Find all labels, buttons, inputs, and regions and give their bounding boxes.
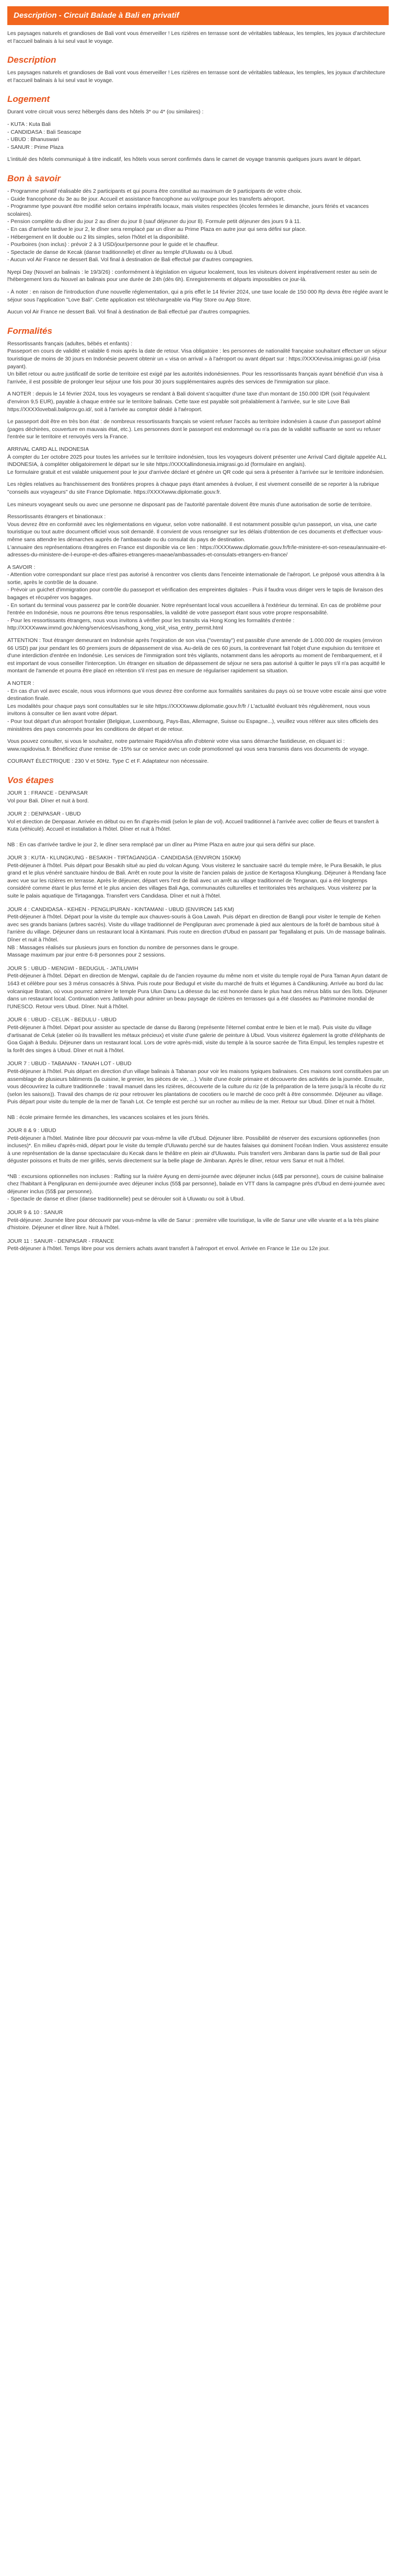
day-title: JOUR 9 & 10 : SANUR <box>7 1210 63 1216</box>
intro-text: Les paysages naturels et grandioses de Bali vont vous émerveiller ! Les rizières en terrasse sont de véritables tableaux, les temples, les joyaux d'architecture et l'accueil balinais à lui seul vaut le voyage. <box>7 31 386 44</box>
day-item <box>7 906 389 960</box>
formalites-paragraph: A NOTER : depuis le 14 février 2024, tous les voyageurs se rendant à Bali doivent s'acquitter d'une taxe d'un montant de 150.000 IDR (soit l'équivalent d'environ 9,5 EUR), payable à chaque entrée sur le territoire balinais. Cette taxe est payable soit préalablement à l'arrivée, sur le site Love Bali https://XXXXlovebali.baliprov.go.id/, soit à l'arrivée au comptoir dédié à l'aéroport. <box>7 391 370 413</box>
logement-heading: Logement <box>7 94 50 104</box>
formalites-paragraph: Les règles relatives au franchissement des frontières propres à chaque pays étant amenées à évoluer, il est vivement conseillé de se reporter à la rubrique "conseils aux voyageurs" du site France Diplomatie. https://XXXXwww.diplomatie.gouv.fr. <box>7 482 379 495</box>
bon-a-savoir-paragraph: - À noter : en raison de l'introduction d'une nouvelle réglementation, qui a pris effet le 14 février 2024, une taxe locale de 150 000 Rp devra être réglée avant le séjour sous l'application "Love Bali". Cette application est téléchargeable via Play Store ou App Store. <box>7 289 389 303</box>
day-title: JOUR 1 : FRANCE - DENPASAR <box>7 790 88 796</box>
circuit-banner: Description - Circuit Balade à Bali en privatif <box>7 6 389 25</box>
day-text: Petit-déjeuner à l'hôtel. Départ en direction de Mengwi, capitale du de l'ancien royaume du même nom et visite du temple royal de Pura Taman Ayun datant de 1643 et célèbre pour ses 3 mérus consacrés à Shiva. Puis route pour Bedugul et visite du marché de fruits et légumes à Candikuning. Arrivée au bord du lac volcanique Bratan, où vous pourrez admirer le temple Pura Ulun Danu La déesse du lac est honorée dans le plus haut des mérus bâtis sur des îlots. Déjeuner dans un restaurant local. Continuation vers Jatiluwih pour admirer un beau paysage de rizières en terrasses qui a été classées au Patrimoine mondial de l'UNESCO. Retour vers Ubud. Dîner. Nuit à l'hôtel. <box>7 973 388 1010</box>
day-title: JOUR 2 : DENPASAR - UBUD <box>7 811 81 818</box>
formalites-paragraph: ARRIVAL CARD ALL INDONESIA À compter du 1er octobre 2025 pour toutes les arrivées sur le territoire indonésien, tous les voyageurs doivent présenter une Arrival Card digitale appelée ALL INDONESIA, à compléter obligatoirement le départ sur le site https://XXXXallindonesia.imigrasi.go.id (formulaire en anglais). Le formulaire gratuit et est valable uniquement pour le jour d'arrivée déclaré et génère un QR code qui sera à présenter à l'arrivée sur le territoire indonésien. <box>7 446 387 475</box>
logement-paragraph: Durant votre circuit vous serez hébergés dans des hôtels 3* ou 4* (ou similaires) : <box>7 109 204 115</box>
description-heading: Description <box>7 55 56 65</box>
day-item <box>7 1238 389 1253</box>
logement-hotel-list: - KUTA : Kuta Bali - CANDIDASA : Bali Seascape - UBUD : Bhanuswari - SANUR : Prime Plaza <box>7 121 81 150</box>
bon-a-savoir-paragraph: Nyepi Day (Nouvel an balinais : le 19/3/26) : conformément à législation en vigueur localement, tous les visiteurs doivent impérativement rester au sein de l'hébergement lors du Nouvel an balinais pour une durée de 24h (dès 6h). Enregistrements et départs impossibles ce jour-là. <box>7 269 377 283</box>
description-text: Les paysages naturels et grandioses de Bali vont vous émerveiller ! Les rizières en terrasse sont de véritables tableaux, les temples, les joyaux d'architecture et l'accueil balinais à lui seul vaut le voyage. <box>7 70 386 84</box>
bon-a-savoir-heading: Bon à savoir <box>7 173 61 183</box>
day-title: JOUR 4 : CANDIDASA - KEHEN - PENGLIPURAN - KINTAMANI - UBUD (ENVIRON 145 KM) <box>7 906 234 913</box>
day-text: Petit-déjeuner à l'hôtel. Départ pour assister au spectacle de danse du Barong (représente l'éternel combat entre le bien et le mal). Puis visite du village d'artisanat de Celuk (atelier où ils travaillent les métaux précieux) et visite d'une galerie de peinture à Ubud. Vous visiterez également la grotte d'éléphants de Goa Gajah à Bedulu. Déjeuner dans un restaurant local. Lors de votre après-midi, visite du temple à la source sacrée de Tirta Empul, les temples rupestre et la forêt des singes à Ubud. Dîner et nuit à l'hôtel. <box>7 1024 385 1054</box>
day-text: Vol pour Bali. Dîner et nuit à bord. <box>7 798 89 804</box>
logement-paragraph: L'intitulé des hôtels communiqué à titre indicatif, les hôtels vous seront confirmés dans le carnet de voyage transmis quelques jours avant le départ. <box>7 157 362 163</box>
formalites-paragraph: Vous pouvez consulter, si vous le souhaitez, notre partenaire RapidoVisa afin d'obtenir votre visa sans démarche fastidieuse, en cliquant ici : www.rapidovisa.fr. Bénéficiez d'une remise de -15% sur ce service avec un code promotionnel qui vous sera transmis dans vos documents de voyage. <box>7 739 369 752</box>
day-text: Petit-déjeuner à l'hôtel. Puis départ pour Besakih situé au pied du volcan Agung. Vous visiterez le sanctuaire sacré du temple mère, le Pura Besakih, le plus grand et le plus vénéré sanctuaire hindou de Bali. Arrêt en route pour la visite de l'ancien palais de justice de Kertagosa Klungkung. Déjeuner à Rendang face avec vue sur les rizières en terrasse. Après le déjeuner, départ vers l'est de Bali avec un arrêt au village traditionnel de Tenganan, qui a été longtemps considéré comme étant le plus fermé et le plus ancien des villages Bali Aga, communautés culturelles et territoriales très archaïques. Vous visiterez par la suite le palais aquatique de Tirtagangga. Transfert vers Candidasa. Dîner et nuit à l'hôtel. <box>7 862 387 900</box>
formalites-paragraph: Ressortissants étrangers et binationaux : Vous devrez être en conformité avec les réglementations en vigueur, selon votre nationalité. Il est notamment possible qu'un passeport, un visa, une carte touristique ou tout autre document officiel vous soit demandé. Il convient de vous renseigner sur les délais d'obtention de ces documents et d'effectuer vous-même sans attendre les démarches auprès de l'ambassade ou du consulat du pays de destination. L'annuaire des représentations étrangères en France est disponible via ce lien : https://XXXXwww.diplomatie.gouv.fr/fr/le-ministere-et-son-reseau/annuaire-et-adresses-du-ministere-de-l-europe-et-des-affaires-etrangeres-maeae/ambassades-et-consulats-etrangers-en-france/ <box>7 514 387 558</box>
day-item <box>7 811 389 849</box>
day-text: Vol et direction de Denpasar. Arrivée en début ou en fin d'après-midi (selon le plan de vol). Accueil traditionnel à l'arrivée avec collier de fleurs et transfert à Kuta (véhiculé). Accueil et installation à l'hôtel. Dîner et nuit à l'hôtel. NB : En cas d'arrivée tardive le jour 2, le dîner sera remplacé par un dîner au Prime Plaza en autre jour qui sera défini sur place. <box>7 819 379 848</box>
day-title: JOUR 6 : UBUD - CELUK - BEDULU - UBUD <box>7 1017 117 1023</box>
day-item <box>7 1017 389 1055</box>
bon-a-savoir-paragraph: - Programme privatif réalisable dès 2 participants et qui pourra être constitué au maximum de 9 participants de votre choix. - Guide francophone du 3e au 8e jour. Accueil et assistance francophone au vol/groupe pour les transferts aéroport. - Programme type pouvant être modifié selon certains impératifs locaux, mais visites respectées (écoles fermées le dimanche, jours fériés et vacances scolaires). - Pension complète du dîner du jour 2 au dîner du jour 8 (sauf déjeuner du jour 8). Formule petit déjeuner des jours 9 à 11. - En cas d'arrivée tardive le jour 2, le dîner sera remplacé par un dîner au Prime Plaza en autre jour qui sera défini sur place. - Hébergement en lit double ou 2 lits simples, selon l'hôtel et la disponibilité. - Pourboires (non inclus) : prévoir 2 à 3 USD/jour/personne pour le guide et le chauffeur. - Spectacle de danse de Kecak (danse traditionnelle) et dîner au temple d'Uluwatu ou à Ubud. - Aucun vol Air France ne dessert Bali. Vol final à destination de Bali effectué par d'autres compagnies. <box>7 188 369 263</box>
day-title: JOUR 3 : KUTA - KLUNGKUNG - BESAKIH - TIRTAGANGGA - CANDIDASA (ENVIRON 150KM) <box>7 855 241 861</box>
formalites-paragraph: Ressortissants français (adultes, bébés et enfants) : Passeport en cours de validité et valable 6 mois après la date de retour. Visa obligatoire : les personnes de nationalité française souhaitant effectuer un séjour touristique de moins de 30 jours en Indonésie peuvent obtenir un « visa on arrival » à l'aéroport ou avant départ sur : https://XXXXevisa.imigrasi.go.id/ (visa payant). Un billet retour ou autre justificatif de sortie de territoire est exigé par les autorités indonésiennes. Pour les ressortissants français ayant bénéficié d'un visa à l'arrivée, il est possible de prolonger leur séjour une fois pour 30 jours supplémentaires auprès des services de l'immigration sur place. <box>7 341 387 385</box>
formalites-paragraph: A SAVOIR : - Attention votre correspondant sur place n'est pas autorisé à rencontrer vos clients dans l'enceinte internationale de l'aéroport. Le préposé vous attendra à la sortie, après le contrôle de la douane. - Prévoir un guichet d'immigration pour contrôle du passeport et vérification des empreintes digitales - Puis il faudra vous diriger vers le tapis de livraison des bagages et récupérer vos bagages. - En sortant du terminal vous passerez par le contrôle douanier. Notre représentant local vous accueillera à l'extérieur du terminal. En cas de problème pour l'entrée en Indonésie, nous ne pourrons être tenus responsables, la validité de votre passeport étant sous votre propre responsabilité. - Pour les ressortissants étrangers, nous vous invitons à vérifier pour les transits via Hong Kong les formalités d'entrée : http://XXXXwww.immd.gov.hk/eng/services/visas/hong_kong_visit_visa_entry_permit.html <box>7 564 385 632</box>
day-title: JOUR 5 : UBUD - MENGWI - BEDUGUL - JATILUWIH <box>7 965 138 972</box>
day-title: JOUR 7 : UBUD - TABANAN - TANAH LOT - UBUD <box>7 1061 132 1067</box>
day-text: Petit-déjeuner. Journée libre pour découvrir par vous-même la ville de Sanur : première ville touristique, la ville de Sanur une ville vivante et a la très plaine d'histoire. Déjeuner et dîner libre. Nuit à l'hôtel. <box>7 1217 379 1231</box>
bon-a-savoir-paragraph: Aucun vol Air France ne dessert Bali. Vol final à destination de Bali effectué par d'autres compagnies. <box>7 309 251 316</box>
formalites-paragraph: COURANT ÉLECTRIQUE : 230 V et 50Hz. Type C et F. Adaptateur non nécessaire. <box>7 759 209 765</box>
day-text: Petit-déjeuner à l'hôtel. Matinée libre pour découvrir par vous-même la ville d'Ubud. Déjeuner libre. Possibilité de réserver des excursions optionnelles (non incluses)*. En milieu d'après-midi, départ pour le visite du temple d'Uluwatu perché sur de hautes falaises qui dominent l'océan Indien. Vous assisterez ensuite à une représentation de la danse spectaculaire du Kecak dans le théâtre en plein air d'Uluwatu. Puis transfert vers Jimbaran dans la partie sud de Bali pour déguster poissons et fruits de mer grillés, servis directement sur la belle plage de Jimbaran. Après le dîner, retour vers Sanur et nuit à l'hôtel. *NB : excursions optionnelles non incluses : Rafting sur la rivière Ayung en demi-journée avec déjeuner inclus (44$ par personne), cours de cuisine balinaise chez l'habitant à Penglipuran en demi-journée avec déjeuner inclus (55$ par personne), balade en VTT dans la campagne près d'Ubud en demi-journée avec déjeuner inclus (55$ par personne). - Spectacle de danse et dîner (danse traditionnelle) peut se dérouler soit à Uluwatu ou soit à Ubud. <box>7 1135 388 1203</box>
day-text: Petit-déjeuner à l'hôtel. Temps libre pour vos derniers achats avant transfert à l'aéroport et envol. Arrivée en France le 11e ou 12e jour. <box>7 1246 330 1252</box>
formalites-heading: Formalités <box>7 325 52 336</box>
formalites-paragraph: Les mineurs voyageant seuls ou avec une personne ne disposant pas de l'autorité parentale doivent être munis d'une autorisation de sortie de territoire. <box>7 502 372 508</box>
etapes-heading: Vos étapes <box>7 775 54 785</box>
formalites-paragraph: A NOTER : - En cas d'un vol avec escale, nous vous informons que vous devrez être conforme aux formalités sanitaires du pays où se trouve votre escale ainsi que votre destination finale. Les modalités pour chaque pays sont consultables sur le site https://XXXXwww.diplomatie.gouv.fr/fr / L'actualité évoluant très régulièrement, nous vous invitons à consulter ce lien avant votre départ. - Pour tout départ d'un aéroport frontalier (Belgique, Luxembourg, Pays-Bas, Allemagne, Suisse ou Espagne...), veuillez vous référer aux sites officiels des ministères des pays concernés pour les conditions de départ et de retour. <box>7 681 387 732</box>
day-item <box>7 965 389 1011</box>
day-text: Petit-déjeuner à l'hôtel. Puis départ en direction d'un village balinais à Tabanan pour voir les maisons typiques balinaises. Ces maisons sont constituées par un assemblage de plusieurs bâtiments (la cuisine, le grenier, les pièces de vie, ...). Visite d'une école primaire et découverte des activités de la journée. Ensuite, vous découvrirez la culture traditionnelle : travail manuel dans les rizières, découverte de la culture du riz (de la préparation de la terre jusqu'à la récolte du riz (selon les saisons)). Travail des champs de riz pour retrouver les plantations de cocotiers ou le marché de coco prêt à être consommée. Déjeuner au village. Puis départ pour visite du temple de la mer de Tanah Lot. Ce temple est perché sur un rocher au milieu de la mer. Retour sur Ubud. Dîner et nuit à l'hôtel. NB : école primaire fermée les dimanches, les vacances scolaires et les jours fériés. <box>7 1068 389 1121</box>
day-item <box>7 1060 389 1122</box>
day-item <box>7 1209 389 1232</box>
day-item <box>7 1127 389 1204</box>
day-title: JOUR 8 & 9 : UBUD <box>7 1128 56 1134</box>
day-text: Petit-déjeuner à l'hôtel. Départ pour la visite du temple aux chauves-souris à Goa Lawah. Puis départ en direction de Bangli pour visiter le temple de Kehen avec ses grands banians (arbres sacrés). Visite du village traditionnel de Penglipuran avec promenade à pied aux alentours de la forêt de bambous situé à l'arrière du village. Déjeuner dans un restaurant local à Kintamani. Puis route en direction d'Ubud en passant par Tegallalang et puis. Un de massage balinais. Dîner et nuit à l'hôtel. NB : Massages réalisés sur plusieurs jours en fonction du nombre de personnes dans le groupe. Massage maximum par jour entre 6-8 personnes pour 2 sessions. <box>7 914 387 959</box>
formalites-paragraph: ATTENTION : Tout étranger demeurant en Indonésie après l'expiration de son visa ("overstay") est passible d'une amende de 1.000.000 de roupies (environ 66 USD) par jour pendant les 60 premiers jours de dépassement de visa. Au-delà de ces 60 jours, la contrevenant fait l'objet d'une expulsion du territoire et d'une interdiction d'entrée en Indonésie. Les services de l'immigration sont très vigilants, notamment dans les aéroports au moment de l'embarquement, et il est important de vous conseiller l'interception. Un étranger en situation de dépassement de séjour ne sera pas autorisé à quitter le pays s'il n'a pas acquitté le montant de l'amende et pourra être placé en rétention s'il n'est pas en mesure de régulariser rapidement sa situation. <box>7 638 386 674</box>
formalites-paragraph: Le passeport doit être en très bon état : de nombreux ressortissants français se voient refuser l'accès au territoire indonésien à cause d'un passeport abîmé (pages déchirées, couverture en mauvais état, etc.). Les personnes dont le passeport est endommagé ou n'a pas de la validité suffisante se sont vu refuser l'entrée sur le territoire et renvoyés vers la France. <box>7 419 381 440</box>
page <box>0 6 396 1253</box>
day-title: JOUR 11 : SANUR - DENPASAR - FRANCE <box>7 1238 114 1244</box>
day-item <box>7 790 389 805</box>
day-item <box>7 855 389 901</box>
